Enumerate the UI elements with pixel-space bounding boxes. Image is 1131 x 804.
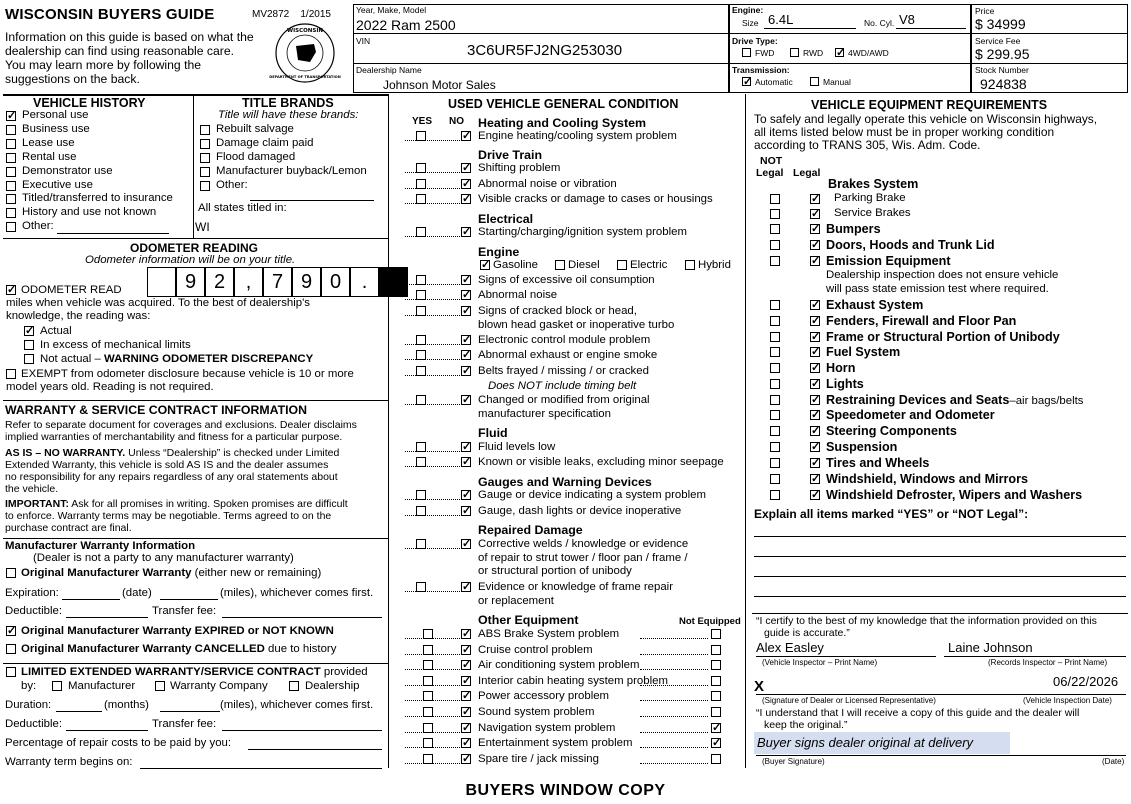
condition-no-checkbox[interactable] [461,582,471,592]
condition-item-label: Signs of cracked block or head, [478,305,637,317]
equipment-item-label: Tires and Wheels [826,455,930,470]
other-equipment-label: Navigation system problem [478,721,616,734]
equipment-item-label: Parking Brake [834,192,906,204]
condition-yes-checkbox[interactable] [416,194,426,204]
condition-section-heading: Heating and Cooling System [478,116,646,130]
condition-yes-checkbox[interactable] [416,350,426,360]
equipment-item-label: Speedometer and Odometer [826,408,995,422]
other-equipment-label: ABS Brake System problem [478,628,620,640]
condition-no-checkbox[interactable] [461,290,471,300]
equipment-legal-checkbox[interactable] [810,458,820,468]
other-equipment-no-checkbox[interactable] [461,676,471,686]
condition-section-heading: Engine [478,245,520,259]
condition-section-heading: Electrical [478,212,534,226]
not-equipped-checkbox[interactable] [711,738,721,748]
equipment-not-legal-checkbox[interactable] [770,426,780,436]
not-equipped-checkbox[interactable] [711,723,721,733]
other-equipment-no-checkbox[interactable] [461,691,471,701]
equipment-legal-checkbox[interactable] [810,256,820,266]
equipment-item-label: Horn [826,361,856,376]
title-brand-checkbox[interactable] [200,167,210,177]
equipment-legal-checkbox[interactable] [810,224,820,234]
condition-item-label: Known or visible leaks, excluding minor seepage [478,456,724,468]
fuel-type-checkbox[interactable] [555,260,565,270]
equipment-not-legal-checkbox[interactable] [770,490,780,500]
condition-item-label: Changed or modified from original [478,394,650,406]
history-label: Lease use [22,136,75,149]
equipment-not-legal-checkbox[interactable] [770,347,780,357]
condition-item-label: Visible cracks or damage to cases or housings [478,193,713,205]
fuel-type-checkbox[interactable] [617,260,627,270]
equipment-legal-checkbox[interactable] [810,194,820,204]
title-brand-label: Flood damaged [216,151,296,163]
condition-yes-checkbox[interactable] [416,179,426,189]
condition-item-label: Starting/charging/ignition system problem [478,226,687,238]
condition-yes-checkbox[interactable] [416,131,426,141]
not-equipped-checkbox[interactable] [711,707,721,717]
history-checkbox[interactable] [6,181,16,191]
equipment-legal-checkbox[interactable] [810,474,820,484]
limited-warranty-checkbox[interactable] [6,667,16,677]
title-brand-checkbox[interactable] [200,181,210,191]
history-checkbox[interactable] [6,194,16,204]
by-manufacturer-checkbox[interactable] [52,681,62,691]
condition-section-heading: Fluid [478,426,508,440]
history-checkbox[interactable] [6,222,16,232]
other-equipment-label: Air conditioning system problem [478,659,640,672]
condition-yes-checkbox[interactable] [416,442,426,452]
equipment-not-legal-checkbox[interactable] [770,300,780,310]
history-label: Demonstrator use [22,164,113,177]
condition-yes-checkbox[interactable] [416,366,426,376]
engine-size: 6.4L [768,12,794,27]
other-equipment-label: Power accessory problem [478,690,610,703]
odometer-exempt-checkbox[interactable] [6,369,16,379]
condition-item-label: Gauge or device indicating a system problem [478,489,706,501]
condition-yes-checkbox[interactable] [416,275,426,285]
odometer-digit: 7 [263,267,292,297]
condition-no-checkbox[interactable] [461,163,471,173]
condition-no-checkbox[interactable] [461,539,471,549]
history-label: Business use [22,122,90,135]
other-equipment-yes-checkbox[interactable] [423,723,433,733]
form-number: MV2872 1/2015 [252,9,331,20]
vin-value: 3C6UR5FJ2NG253030 [467,42,623,59]
records-inspector-name: Laine Johnson [948,640,1033,655]
odometer-digit [147,267,176,297]
equipment-item-label: Suspension [826,439,898,454]
other-equipment-yes-checkbox[interactable] [423,738,433,748]
other-equipment-yes-checkbox[interactable] [423,691,433,701]
condition-yes-checkbox[interactable] [416,290,426,300]
condition-no-checkbox[interactable] [461,395,471,405]
title-brand-checkbox[interactable] [200,153,210,163]
history-checkbox[interactable] [6,208,16,218]
condition-no-checkbox[interactable] [461,442,471,452]
condition-yes-checkbox[interactable] [416,227,426,237]
vehicle-history-title: VEHICLE HISTORY [33,96,146,110]
condition-item-label: Signs of excessive oil consumption [478,274,655,286]
other-equipment-no-checkbox[interactable] [461,707,471,717]
title-brand-checkbox[interactable] [200,139,210,149]
inspection-date: 06/22/2026 [1053,674,1119,689]
condition-no-checkbox[interactable] [461,227,471,237]
odometer-digit: 0 [321,267,350,297]
condition-no-checkbox[interactable] [461,335,471,345]
condition-no-checkbox[interactable] [461,490,471,500]
equipment-not-legal-checkbox[interactable] [770,395,780,405]
trans-automatic-checkbox[interactable] [742,77,751,86]
history-label: Executive use [22,178,93,191]
history-label: Rental use [22,150,77,163]
other-equipment-yes-checkbox[interactable] [423,645,433,655]
not-equipped-checkbox[interactable] [711,645,721,655]
condition-yes-checkbox[interactable] [416,582,426,592]
equipment-item-label: Fuel System [826,345,901,360]
other-equipment-label: Interior cabin heating system problem [478,674,668,687]
equipment-not-legal-checkbox[interactable] [770,224,780,234]
condition-section-heading: Other Equipment [478,613,579,627]
equipment-legal-checkbox[interactable] [810,410,820,420]
other-equipment-no-checkbox[interactable] [461,723,471,733]
equipment-item-label: Fenders, Firewall and Floor Pan [826,313,1017,328]
equipment-item-label: Frame or Structural Portion of Unibody [826,329,1060,344]
equipment-legal-checkbox[interactable] [810,300,820,310]
odometer-read-checkbox[interactable] [6,285,16,295]
odometer-tenths [379,267,408,297]
history-checkbox[interactable] [6,111,16,121]
condition-yes-checkbox[interactable] [416,335,426,345]
fuel-type-label: Diesel [568,259,600,271]
title-brand-label: Other: [216,179,248,191]
equipment-item-label: Windshield Defroster, Wipers and Washers [826,487,1083,502]
history-checkbox[interactable] [6,153,16,163]
odometer-digit: 9 [176,267,205,297]
condition-no-checkbox[interactable] [461,350,471,360]
equipment-legal-checkbox[interactable] [810,332,820,342]
equipment-legal-checkbox[interactable] [810,347,820,357]
condition-no-checkbox[interactable] [461,366,471,376]
equipment-legal-checkbox[interactable] [810,395,820,405]
other-equipment-yes-checkbox[interactable] [423,754,433,764]
title-brand-label: Manufacturer buyback/Lemon [216,165,367,177]
other-equipment-label: Sound system problem [478,706,595,718]
not-equipped-checkbox[interactable] [711,676,721,686]
condition-no-checkbox[interactable] [461,194,471,204]
condition-section-heading: Gauges and Warning Devices [478,475,652,489]
states-titled-value: WI [195,220,210,234]
other-equipment-label: Entertainment system problem [478,737,633,750]
equipment-title: VEHICLE EQUIPMENT REQUIREMENTS [811,98,1048,112]
warranty-cancelled-checkbox[interactable] [6,644,16,654]
condition-item-label: Abnormal exhaust or engine smoke [478,349,658,361]
drive-rwd-checkbox[interactable] [790,48,799,57]
equipment-not-legal-checkbox[interactable] [770,379,780,389]
condition-yes-checkbox[interactable] [416,490,426,500]
equipment-not-legal-checkbox[interactable] [770,363,780,373]
other-equipment-label: Spare tire / jack missing [478,752,599,765]
condition-yes-checkbox[interactable] [416,163,426,173]
odometer-digit: . [350,267,379,297]
price-value: $ 34999 [975,16,1026,32]
condition-no-checkbox[interactable] [461,506,471,516]
equipment-item-label: Service Brakes [834,207,911,219]
equipment-not-legal-checkbox[interactable] [770,240,780,250]
equipment-item-label: Restraining Devices and Seats–air bags/belts [826,393,1084,407]
condition-yes-checkbox[interactable] [416,395,426,405]
condition-section-heading: Drive Train [478,148,543,162]
svg-text:WISCONSIN: WISCONSIN [287,28,323,34]
equipment-not-legal-checkbox[interactable] [770,410,780,420]
condition-yes-checkbox[interactable] [416,539,426,549]
title-brands-title: TITLE BRANDS [242,96,334,110]
other-equipment-no-checkbox[interactable] [461,629,471,639]
orig-mfr-warranty-checkbox[interactable] [6,568,16,578]
equipment-not-legal-checkbox[interactable] [770,256,780,266]
odometer-actual-checkbox[interactable] [24,326,34,336]
fuel-type-label: Gasoline [493,259,538,271]
history-label: Other: [22,220,54,233]
condition-yes-checkbox[interactable] [416,506,426,516]
condition-item-label: Abnormal noise [478,289,558,301]
other-equipment-no-checkbox[interactable] [461,660,471,670]
equipment-item-label: Lights [826,377,864,391]
stock-number: 924838 [980,76,1027,92]
svg-text:DEPARTMENT OF TRANSPORTATION: DEPARTMENT OF TRANSPORTATION [269,75,341,79]
year-make-model: 2022 Ram 2500 [356,17,456,33]
form-info-text: Information on this guide is based on what the dealership can find using reasonable care. You may learn more by following the suggestions on the back. [5,30,254,86]
equipment-legal-checkbox[interactable] [810,426,820,436]
condition-no-checkbox[interactable] [461,275,471,285]
condition-item-label: Abnormal noise or vibration [478,178,617,190]
fuel-type-label: Electric [630,259,668,271]
wisdot-seal-icon [269,22,341,84]
condition-item-label: Corrective welds / knowledge or evidence [478,538,689,550]
trans-manual-checkbox[interactable] [810,77,819,86]
by-warranty-company-checkbox[interactable] [155,681,165,691]
equipment-item-label: Emission Equipment [826,254,951,268]
equipment-item-label: Steering Components [826,423,957,438]
vehicle-inspector-name: Alex Easley [756,640,824,655]
warranty-expired-checkbox[interactable] [6,626,16,636]
odometer-excess-checkbox[interactable] [24,340,34,350]
odometer-not-actual-checkbox[interactable] [24,354,34,364]
equipment-legal-checkbox[interactable] [810,379,820,389]
other-equipment-yes-checkbox[interactable] [423,660,433,670]
equipment-not-legal-checkbox[interactable] [770,209,780,219]
equipment-item-label: Bumpers [826,222,881,236]
history-label: Personal use [22,109,89,121]
by-dealership-checkbox[interactable] [289,681,299,691]
condition-item-label: Electronic control module problem [478,334,651,346]
condition-item-label: Fluid levels low [478,441,556,453]
buyers-window-copy-label: BUYERS WINDOW COPY [465,782,666,799]
history-checkbox[interactable] [6,167,16,177]
condition-title: USED VEHICLE GENERAL CONDITION [448,97,679,111]
equipment-not-legal-checkbox[interactable] [770,332,780,342]
condition-item-label: Gauge, dash lights or device inoperative [478,505,682,517]
drive-fwd-checkbox[interactable] [742,48,751,57]
dealership-name: Johnson Motor Sales [383,78,496,92]
equipment-not-legal-checkbox[interactable] [770,458,780,468]
condition-item-label: Engine heating/cooling system problem [478,130,677,142]
equipment-item-label: Doors, Hoods and Trunk Lid [826,238,995,252]
history-label: History and use not known [22,206,157,219]
fuel-type-label: Hybrid [698,259,731,271]
buyer-signature-field[interactable]: Buyer signs dealer original at delivery [754,732,1010,754]
equipment-legal-checkbox[interactable] [810,209,820,219]
fuel-type-checkbox[interactable] [685,260,695,270]
other-equipment-yes-checkbox[interactable] [423,707,433,717]
warranty-title: WARRANTY & SERVICE CONTRACT INFORMATION [5,403,307,417]
cylinders: V8 [899,12,915,27]
equipment-item-label: Windshield, Windows and Mirrors [826,471,1028,486]
odometer-title: ODOMETER READING [130,241,259,255]
equipment-legal-checkbox[interactable] [810,442,820,452]
not-equipped-checkbox[interactable] [711,660,721,670]
equipment-not-legal-checkbox[interactable] [770,316,780,326]
not-equipped-checkbox[interactable] [711,691,721,701]
equipment-item-label: Brakes System [828,177,919,191]
not-equipped-checkbox[interactable] [711,754,721,764]
odometer-digit: , [234,267,263,297]
other-equipment-no-checkbox[interactable] [461,754,471,764]
title-brand-label: Rebuilt salvage [216,123,294,135]
fuel-type-checkbox[interactable] [480,260,490,270]
equipment-not-legal-checkbox[interactable] [770,194,780,204]
other-equipment-no-checkbox[interactable] [461,738,471,748]
history-checkbox[interactable] [6,139,16,149]
equipment-not-legal-checkbox[interactable] [770,474,780,484]
title-brand-label: Damage claim paid [216,137,314,149]
odometer-digit: 2 [205,267,234,297]
equipment-legal-checkbox[interactable] [810,316,820,326]
history-label: Titled/transferred to insurance [22,192,173,205]
condition-yes-checkbox[interactable] [416,306,426,316]
equipment-item-label: Exhaust System [826,298,924,312]
equipment-not-legal-checkbox[interactable] [770,442,780,452]
condition-item-label: Shifting problem [478,162,561,174]
other-equipment-yes-checkbox[interactable] [423,676,433,686]
condition-no-checkbox[interactable] [461,179,471,189]
form-title: WISCONSIN BUYERS GUIDE [5,6,215,23]
condition-no-checkbox[interactable] [461,457,471,467]
condition-item-label: Evidence or knowledge of frame repair [478,581,674,593]
drive-4wd-checkbox[interactable] [835,48,844,57]
other-equipment-label: Cruise control problem [478,643,593,656]
equipment-legal-checkbox[interactable] [810,240,820,250]
condition-yes-checkbox[interactable] [416,457,426,467]
other-equipment-no-checkbox[interactable] [461,645,471,655]
equipment-legal-checkbox[interactable] [810,490,820,500]
odometer-digit: 9 [292,267,321,297]
equipment-legal-checkbox[interactable] [810,363,820,373]
not-equipped-checkbox[interactable] [711,629,721,639]
service-fee-value: $ 299.95 [975,46,1030,62]
condition-section-heading: Repaired Damage [478,523,583,537]
other-equipment-yes-checkbox[interactable] [423,629,433,639]
condition-no-checkbox[interactable] [461,131,471,141]
history-checkbox[interactable] [6,125,16,135]
title-brand-checkbox[interactable] [200,125,210,135]
condition-no-checkbox[interactable] [461,306,471,316]
condition-item-label: Belts frayed / missing / or cracked [478,365,649,377]
